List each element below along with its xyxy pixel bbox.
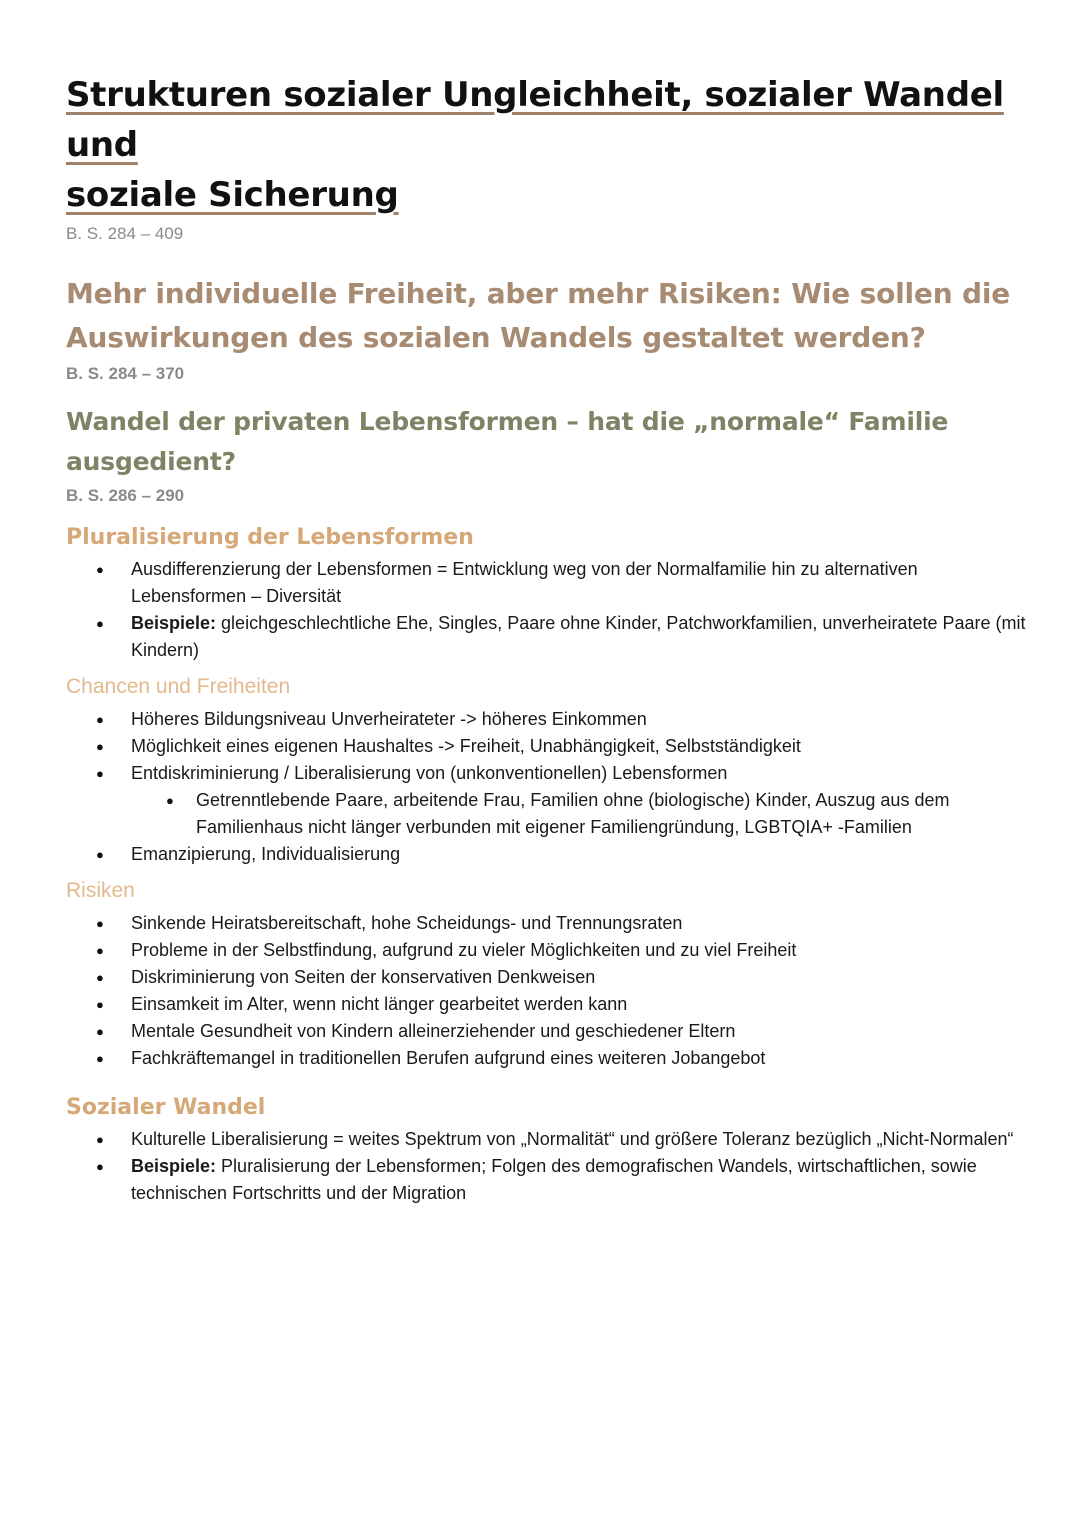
list-item-text: Fachkräftemangel in traditionellen Berufen aufgrund eines weiteren Jobangebot xyxy=(131,1048,766,1068)
list-item-label: Beispiele: xyxy=(131,613,217,633)
list-item-text: Probleme in der Selbstfindung, aufgrund zu vieler Möglichkeiten und zu viel Freiheit xyxy=(131,940,797,960)
chancen-list-continued xyxy=(66,841,1026,868)
list-item-text: Kulturelle Liberalisierung = weites Spektrum von „Normalität“ und größere Toleranz bezüglich „Nicht-Normalen“ xyxy=(131,1129,1014,1149)
list-item-text: Sinkende Heiratsbereitschaft, hohe Scheidungs- und Trennungsraten xyxy=(131,913,683,933)
heading-pluralisierung: Pluralisierung der Lebensformen xyxy=(66,525,474,550)
list-item xyxy=(66,964,1026,991)
heading-sozialer-wandel: Sozialer Wandel xyxy=(66,1095,266,1120)
list-item xyxy=(66,760,1026,787)
list-item xyxy=(66,706,1026,733)
title-line-1: Strukturen sozialer Ungleichheit, sozialer Wandel und xyxy=(66,75,1004,165)
list-item xyxy=(66,1153,1026,1207)
list-item-text: Pluralisierung der Lebensformen; Folgen des demografischen Wandels, wirtschaftlichen, sowie technischen Fortschritts und der Migration xyxy=(131,1156,977,1203)
heading-chancen: Chancen und Freiheiten xyxy=(66,675,291,698)
subsection-heading-lebensformen: Wandel der privaten Lebensformen – hat die „normale“ Familie ausgedient? xyxy=(66,407,949,476)
list-item-text: Diskriminierung von Seiten der konservativen Denkweisen xyxy=(131,967,596,987)
document-title xyxy=(66,70,1026,220)
list-item-text: Emanzipierung, Individualisierung xyxy=(131,844,401,864)
wandel-list xyxy=(66,1126,1026,1207)
sub-list-item xyxy=(66,787,1026,841)
title-line-2: soziale Sicherung xyxy=(66,175,399,215)
list-item xyxy=(66,1018,1026,1045)
list-item-text: gleichgeschlechtliche Ehe, Singles, Paare ohne Kinder, Patchworkfamilien, unverheiratete Paare (mit Kindern) xyxy=(131,613,1026,660)
list-item xyxy=(66,910,1026,937)
chancen-sublist xyxy=(66,787,1026,841)
heading-risiken: Risiken xyxy=(66,879,135,902)
risiken-list xyxy=(66,910,1026,1072)
subsection-page-reference: B. S. 286 – 290 xyxy=(66,486,185,505)
list-item xyxy=(66,610,1026,664)
section-page-reference: B. S. 284 – 370 xyxy=(66,364,185,383)
list-item xyxy=(66,991,1026,1018)
title-page-reference: B. S. 284 – 409 xyxy=(66,224,184,243)
list-item xyxy=(66,556,1026,610)
list-item-text: Ausdifferenzierung der Lebensformen = Entwicklung weg von der Normalfamilie hin zu alternativen Lebensformen – Diversität xyxy=(131,559,918,606)
list-item xyxy=(66,841,1026,868)
list-item xyxy=(66,733,1026,760)
list-item-text: Möglichkeit eines eigenen Haushaltes -> Freiheit, Unabhängigkeit, Selbstständigkeit xyxy=(131,736,801,756)
section-heading-freiheit-risiken: Mehr individuelle Freiheit, aber mehr Risiken: Wie sollen die Auswirkungen des sozialen Wandels gestaltet werden? xyxy=(66,277,1011,354)
list-item xyxy=(66,1045,1026,1072)
list-item-text: Getrenntlebende Paare, arbeitende Frau, Familien ohne (biologische) Kinder, Auszug aus dem Familienhaus nicht länger verbunden mit eigener Familiengründung, LGBTQIA+ -Familien xyxy=(196,790,950,837)
list-item xyxy=(66,1126,1026,1153)
document-page xyxy=(66,70,1026,1207)
list-item-label: Beispiele: xyxy=(131,1156,217,1176)
pluralisierung-list xyxy=(66,556,1026,664)
list-item-text: Mentale Gesundheit von Kindern alleinerziehender und geschiedener Eltern xyxy=(131,1021,736,1041)
list-item-text: Einsamkeit im Alter, wenn nicht länger gearbeitet werden kann xyxy=(131,994,628,1014)
list-item xyxy=(66,937,1026,964)
chancen-list xyxy=(66,706,1026,787)
list-item-text: Höheres Bildungsniveau Unverheirateter -> höheres Einkommen xyxy=(131,709,647,729)
list-item-text: Entdiskriminierung / Liberalisierung von (unkonventionellen) Lebensformen xyxy=(131,763,728,783)
